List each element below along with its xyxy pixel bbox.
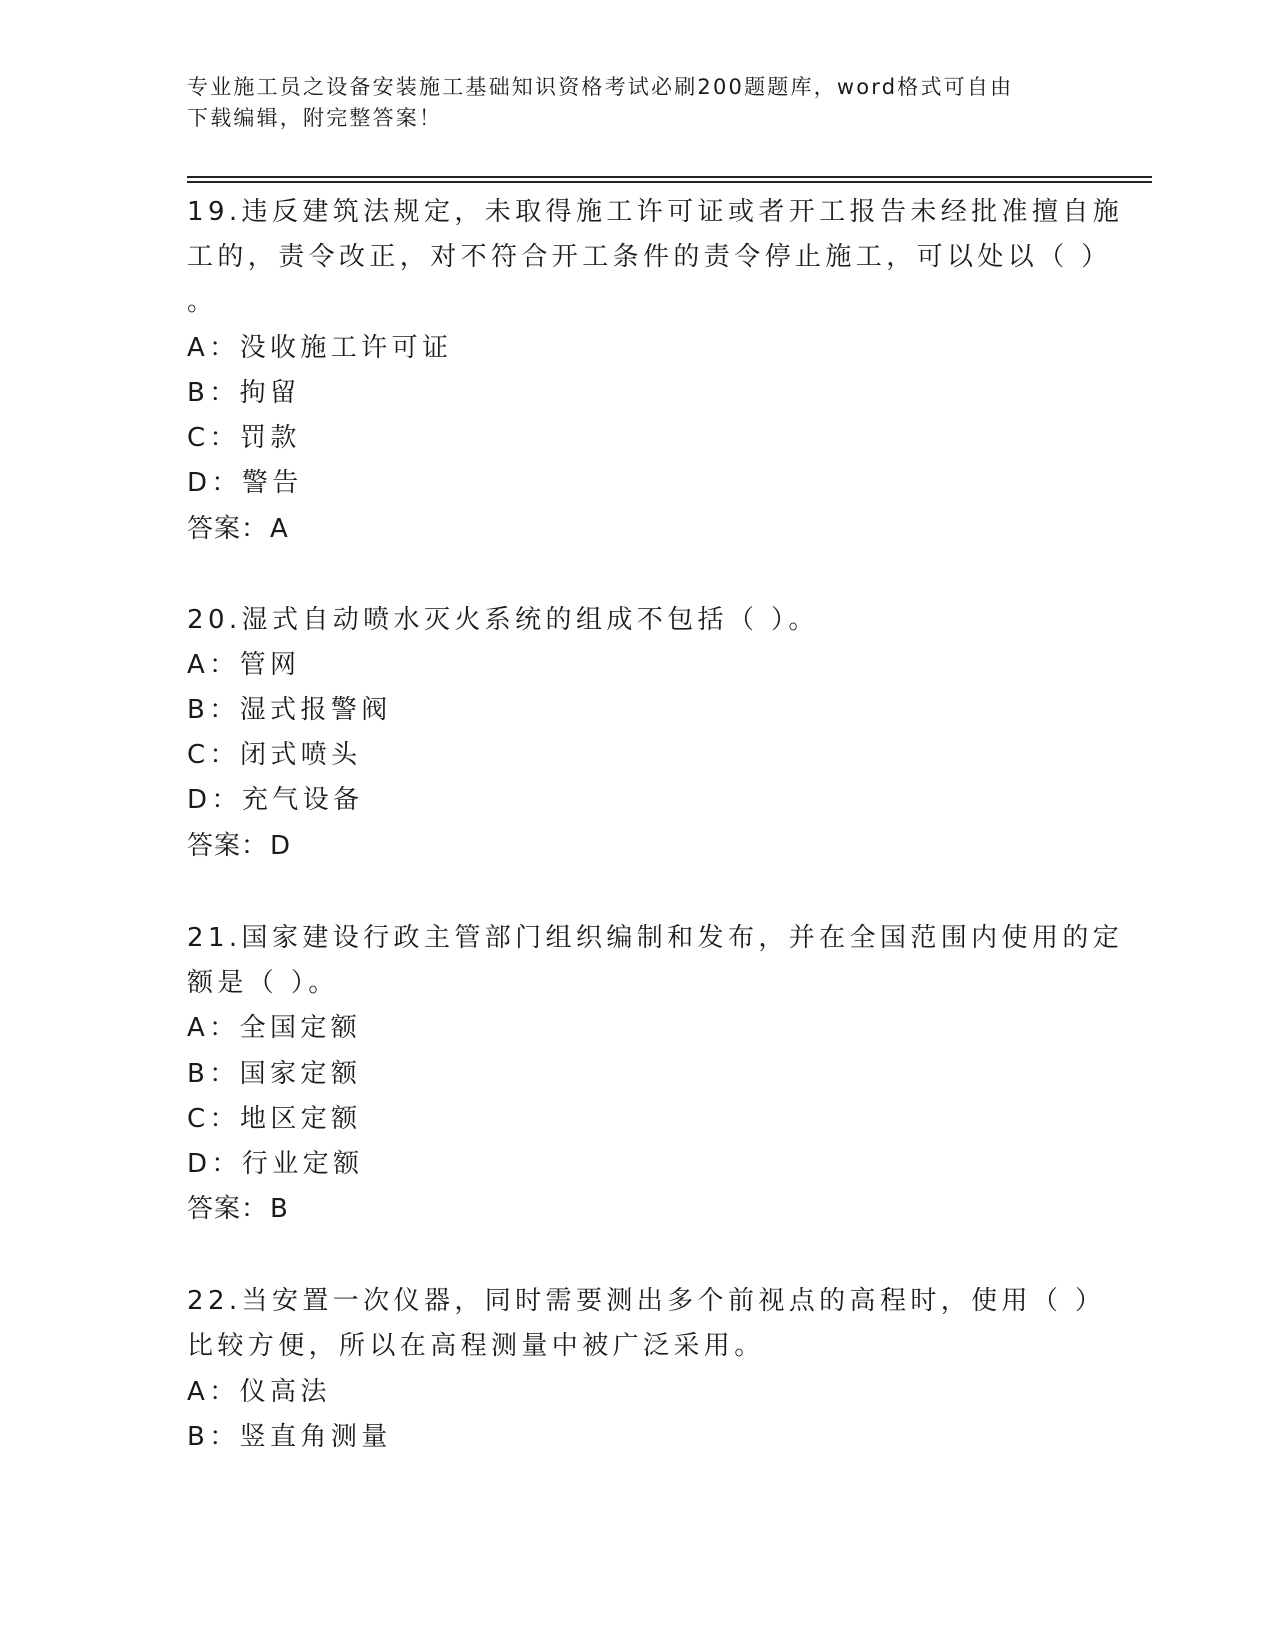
answer-label: 答案： <box>187 831 269 861</box>
question-21-option-c: C：地区定额 <box>187 1104 362 1134</box>
answer-value: B <box>270 1194 289 1224</box>
question-20-option-a: A：管网 <box>187 650 301 680</box>
question-21-line-2: 额是（ ）。 <box>187 968 339 998</box>
answer-label: 答案： <box>187 514 269 544</box>
document-header <box>187 72 1067 134</box>
question-21-option-d: D：行业定额 <box>187 1149 364 1179</box>
question-19-option-c: C：罚款 <box>187 423 301 453</box>
question-20-option-c: C：闭式喷头 <box>187 740 362 770</box>
header-line-2: 下载编辑，附完整答案！ <box>187 106 443 130</box>
question-19-line-3: 。 <box>187 287 218 317</box>
question-19-line-2: 工的，责令改正，对不符合开工条件的责令停止施工，可以处以（ ） <box>187 242 1112 272</box>
question-19-line-1: 19.违反建筑法规定，未取得施工许可证或者开工报告未经批准擅自施 <box>187 197 1124 227</box>
header-divider-top <box>187 176 1152 178</box>
question-19-option-d: D：警告 <box>187 468 303 498</box>
question-22-option-a: A：仪高法 <box>187 1377 331 1407</box>
question-19-answer <box>187 513 289 545</box>
question-19-option-b: B：拘留 <box>187 378 301 408</box>
question-22-line-1: 22.当安置一次仪器，同时需要测出多个前视点的高程时，使用（ ） <box>187 1286 1106 1316</box>
question-20-option-d: D：充气设备 <box>187 785 364 815</box>
header-divider-bottom <box>187 181 1152 183</box>
question-20-option-b: B：湿式报警阀 <box>187 695 392 725</box>
answer-value: A <box>270 514 289 544</box>
question-20-answer <box>187 830 291 862</box>
question-21-answer <box>187 1193 289 1225</box>
question-20-line-1: 20.湿式自动喷水灭火系统的组成不包括（ ）。 <box>187 605 819 635</box>
question-22-line-2: 比较方便，所以在高程测量中被广泛采用。 <box>187 1331 765 1361</box>
question-19-option-a: A：没收施工许可证 <box>187 333 453 363</box>
answer-value: D <box>270 831 292 861</box>
question-21-line-1: 21.国家建设行政主管部门组织编制和发布，并在全国范围内使用的定 <box>187 923 1124 953</box>
question-22-option-b: B：竖直角测量 <box>187 1422 392 1452</box>
answer-label: 答案： <box>187 1194 269 1224</box>
question-21-option-a: A：全国定额 <box>187 1013 362 1043</box>
header-line-1: 专业施工员之设备安装施工基础知识资格考试必刷200题题库，word格式可自由 <box>187 75 1014 99</box>
question-21-option-b: B：国家定额 <box>187 1059 362 1089</box>
